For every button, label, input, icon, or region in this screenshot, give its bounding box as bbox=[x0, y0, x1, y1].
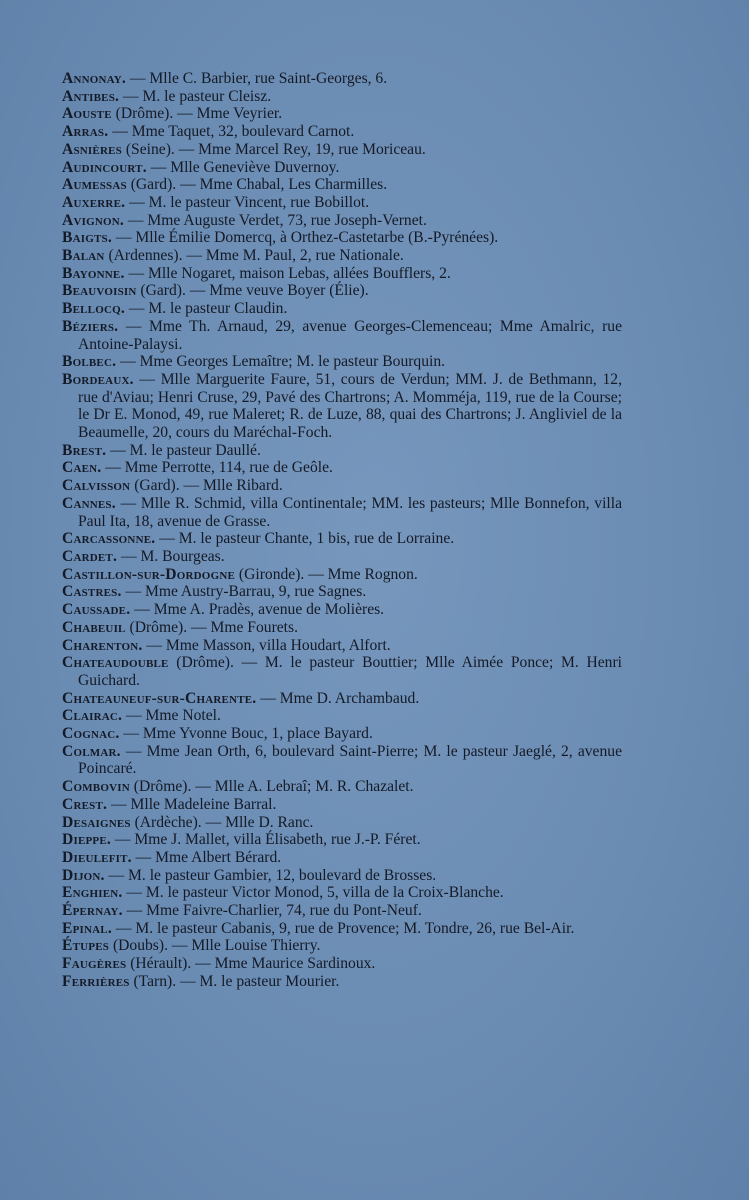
entry-details: — Mme J. Mallet, villa Élisabeth, rue J.-P. Féret. bbox=[110, 831, 421, 849]
entry-city: Épernay. bbox=[62, 902, 123, 920]
directory-entry bbox=[62, 796, 622, 814]
entry-city: Faugères bbox=[62, 955, 127, 973]
entry-city: Audincourt. bbox=[62, 158, 147, 176]
directory-entry bbox=[62, 247, 622, 265]
directory-entry bbox=[62, 690, 622, 708]
entry-city: Asnières bbox=[62, 140, 122, 158]
entry-city: Clairac. bbox=[62, 707, 123, 725]
entry-city: Beauvoisin bbox=[62, 282, 137, 300]
entry-details: — M. le pasteur Victor Monod, 5, villa de la Croix-Blanche. bbox=[122, 884, 504, 902]
directory-entry bbox=[62, 778, 622, 796]
entry-city: Ferrières bbox=[62, 972, 130, 990]
entry-details: — M. le pasteur Gambier, 12, boulevard de Brosses. bbox=[104, 866, 437, 884]
entry-details: (Gard). — Mme Chabal, Les Charmilles. bbox=[126, 176, 388, 194]
entry-details: — Mme Faivre-Charlier, 74, rue du Pont-Neuf. bbox=[122, 902, 422, 920]
entry-details: (Ardennes). — Mme M. Paul, 2, rue Nationale. bbox=[104, 247, 404, 265]
directory-entry bbox=[62, 105, 622, 123]
entry-city: Castres. bbox=[62, 583, 122, 601]
directory-entry bbox=[62, 654, 622, 689]
entry-city: Bayonne. bbox=[62, 264, 125, 282]
directory-entry bbox=[62, 459, 622, 477]
entry-city: Étupes bbox=[62, 937, 110, 955]
directory-entry bbox=[62, 884, 622, 902]
entry-details: — Mme Albert Bérard. bbox=[131, 848, 282, 866]
entry-details: — Mme Austry-Barrau, 9, rue Sagnes. bbox=[121, 583, 367, 601]
directory-entry bbox=[62, 141, 622, 159]
entry-details: — M. le pasteur Vincent, rue Bobillot. bbox=[125, 193, 370, 211]
entry-details: — Mme Georges Lemaître; M. le pasteur Bourquin. bbox=[116, 353, 446, 371]
entry-city: Balan bbox=[62, 247, 105, 265]
entry-city: Cannes. bbox=[62, 494, 116, 512]
directory-entry bbox=[62, 371, 622, 442]
entry-details: — M. le pasteur Chante, 1 bis, rue de Lorraine. bbox=[155, 530, 455, 548]
directory-entry bbox=[62, 814, 622, 832]
directory-entry bbox=[62, 194, 622, 212]
directory-entry bbox=[62, 318, 622, 353]
entry-city: Auxerre. bbox=[62, 193, 126, 211]
directory-entry bbox=[62, 70, 622, 88]
entry-city: Dijon. bbox=[62, 866, 105, 884]
entry-city: Brest. bbox=[62, 441, 107, 459]
entry-details: (Doubs). — Mlle Louise Thierry. bbox=[109, 937, 321, 955]
directory-entry bbox=[62, 743, 622, 778]
entry-city: Bolbec. bbox=[62, 353, 117, 371]
entry-details: — Mlle Madeleine Barral. bbox=[107, 795, 277, 813]
entry-details: — Mme Auguste Verdet, 73, rue Joseph-Vernet. bbox=[123, 211, 427, 229]
directory-entry bbox=[62, 937, 622, 955]
directory-entry bbox=[62, 212, 622, 230]
entry-details: — Mlle Nogaret, maison Lebas, allées Boufflers, 2. bbox=[124, 264, 451, 282]
entry-city: Chateaudouble bbox=[62, 654, 169, 672]
directory-entry bbox=[62, 725, 622, 743]
entry-details: (Hérault). — Mme Maurice Sardinoux. bbox=[126, 955, 376, 973]
entry-city: Charenton. bbox=[62, 636, 143, 654]
directory-entry bbox=[62, 920, 622, 938]
entry-details: — Mme Masson, villa Houdart, Alfort. bbox=[142, 636, 391, 654]
entry-details: — M. le pasteur Daullé. bbox=[106, 441, 261, 459]
entry-details: (Tarn). — M. le pasteur Mourier. bbox=[129, 972, 340, 990]
entry-details: — M. le pasteur Claudin. bbox=[124, 300, 288, 318]
directory-entry bbox=[62, 548, 622, 566]
directory-entry bbox=[62, 159, 622, 177]
entry-details: — Mme Yvonne Bouc, 1, place Bayard. bbox=[119, 725, 373, 743]
entry-city: Carcassonne. bbox=[62, 530, 156, 548]
entry-city: Crest. bbox=[62, 795, 108, 813]
directory-entry bbox=[62, 123, 622, 141]
entry-city: Bellocq. bbox=[62, 300, 125, 318]
directory-entry bbox=[62, 566, 622, 584]
directory-entry bbox=[62, 707, 622, 725]
entry-details: — Mlle Marguerite Faure, 51, cours de Verdun; MM. J. de Bethmann, 12, rue d'Aviau; Henri Cruse, 29, Pavé des Chartrons; A. Momméja, 119, rue de la Course; le Dr E. Monod, 49, rue Maleret; R. de Luze, 88, quai des Chartrons; J. Angliviel de la Beaumelle, 20, cours du Maréchal-Foch. bbox=[78, 370, 622, 442]
entry-city: Epinal. bbox=[62, 919, 112, 937]
entry-details: — M. Bourgeas. bbox=[117, 547, 225, 565]
entry-details: (Seine). — Mme Marcel Rey, 19, rue Moriceau. bbox=[121, 140, 426, 158]
directory-entry bbox=[62, 265, 622, 283]
directory-entry bbox=[62, 619, 622, 637]
entry-city: Annonay. bbox=[62, 70, 127, 87]
entry-city: Avignon. bbox=[62, 211, 124, 229]
entry-city: Baigts. bbox=[62, 229, 112, 247]
entry-city: Combovin bbox=[62, 778, 130, 796]
entry-city: Enghien. bbox=[62, 884, 123, 902]
entry-city: Cognac. bbox=[62, 725, 120, 743]
directory-entry bbox=[62, 477, 622, 495]
directory-entry bbox=[62, 88, 622, 106]
entry-details: — Mme Perrotte, 114, rue de Geôle. bbox=[101, 459, 333, 477]
directory-entry bbox=[62, 353, 622, 371]
directory-entry bbox=[62, 300, 622, 318]
entry-details: — M. le pasteur Cabanis, 9, rue de Provence; M. Tondre, 26, rue Bel-Air. bbox=[111, 919, 575, 937]
entry-city: Chateauneuf-sur-Charente. bbox=[62, 689, 257, 707]
entry-details: (Ardèche). — Mlle D. Ranc. bbox=[130, 813, 314, 831]
entry-city: Desaignes bbox=[62, 813, 131, 831]
entry-city: Colmar. bbox=[62, 742, 121, 760]
entry-details: — Mme Th. Arnaud, 29, avenue Georges-Clemenceau; Mme Amalric, rue Antoine-Palaysi. bbox=[78, 317, 622, 353]
entry-details: — Mlle C. Barbier, rue Saint-Georges, 6. bbox=[126, 70, 388, 87]
directory-entry bbox=[62, 867, 622, 885]
directory-entry bbox=[62, 973, 622, 991]
directory-entry bbox=[62, 282, 622, 300]
directory-list bbox=[62, 70, 622, 991]
directory-entry bbox=[62, 229, 622, 247]
directory-entry bbox=[62, 495, 622, 530]
entry-city: Calvisson bbox=[62, 477, 131, 495]
entry-details: — Mlle R. Schmid, villa Continentale; MM. les pasteurs; Mlle Bonnefon, villa Paul Ita, 18, avenue de Grasse. bbox=[78, 494, 622, 530]
entry-details: — Mme A. Pradès, avenue de Molières. bbox=[130, 601, 385, 619]
directory-entry bbox=[62, 583, 622, 601]
directory-entry bbox=[62, 601, 622, 619]
entry-details: (Drôme). — M. le pasteur Bouttier; Mlle Aimée Ponce; M. Henri Guichard. bbox=[78, 654, 622, 689]
entry-details: — M. le pasteur Cleisz. bbox=[119, 87, 272, 105]
entry-details: — Mme Taquet, 32, boulevard Carnot. bbox=[108, 123, 355, 141]
entry-details: — Mlle Émilie Domercq, à Orthez-Castetarbe (B.-Pyrénées). bbox=[111, 229, 499, 247]
entry-city: Aumessas bbox=[62, 176, 127, 194]
entry-details: — Mlle Geneviève Duvernoy. bbox=[146, 158, 340, 176]
entry-details: (Drôme). — Mme Veyrier. bbox=[111, 105, 283, 123]
entry-city: Antibes. bbox=[62, 87, 120, 105]
entry-details: (Gironde). — Mme Rognon. bbox=[235, 565, 418, 583]
directory-entry bbox=[62, 637, 622, 655]
entry-city: Dieulefit. bbox=[62, 848, 132, 866]
entry-city: Chabeuil bbox=[62, 618, 126, 636]
directory-entry bbox=[62, 955, 622, 973]
entry-city: Aouste bbox=[62, 105, 112, 123]
entry-city: Bordeaux. bbox=[62, 370, 134, 388]
directory-entry bbox=[62, 849, 622, 867]
entry-details: (Gard). — Mme veuve Boyer (Élie). bbox=[136, 282, 369, 300]
directory-entry bbox=[62, 902, 622, 920]
entry-city: Béziers. bbox=[62, 317, 119, 335]
entry-city: Cardet. bbox=[62, 547, 118, 565]
entry-city: Arras. bbox=[62, 123, 109, 141]
entry-details: (Gard). — Mlle Ribard. bbox=[130, 477, 283, 495]
entry-city: Caussade. bbox=[62, 601, 131, 619]
directory-entry bbox=[62, 831, 622, 849]
entry-details: (Drôme). — Mme Fourets. bbox=[125, 618, 298, 636]
entry-details: — Mme Notel. bbox=[122, 707, 221, 725]
entry-details: — Mme D. Archambaud. bbox=[256, 689, 420, 707]
directory-entry bbox=[62, 176, 622, 194]
entry-city: Caen. bbox=[62, 459, 102, 477]
directory-entry bbox=[62, 530, 622, 548]
entry-details: (Drôme). — Mlle A. Lebraî; M. R. Chazalet. bbox=[129, 778, 414, 796]
entry-details: — Mme Jean Orth, 6, boulevard Saint-Pierre; M. le pasteur Jaeglé, 2, avenue Poincaré. bbox=[78, 742, 622, 778]
entry-city: Dieppe. bbox=[62, 831, 111, 849]
entry-city: Castillon-sur-Dordogne bbox=[62, 565, 236, 583]
directory-entry bbox=[62, 442, 622, 460]
